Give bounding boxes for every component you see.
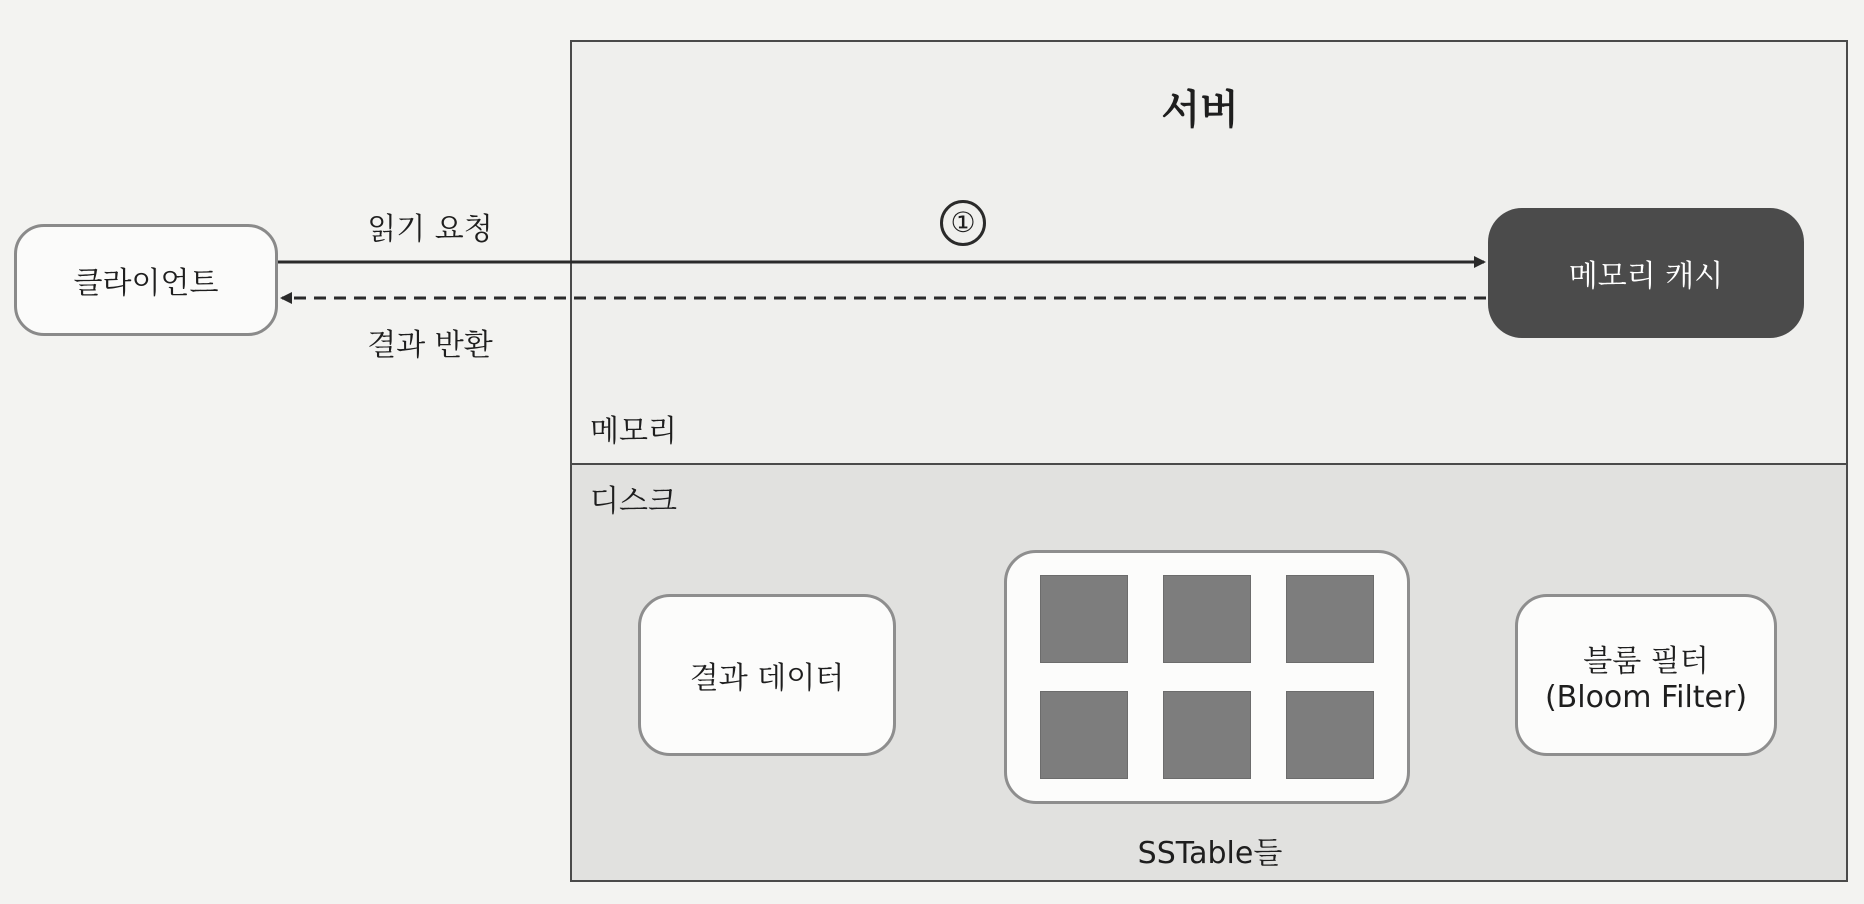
bloom-filter-label-korean: 블룸 필터 [1583,643,1709,679]
disk-region-label: 디스크 [590,484,677,519]
client-node: 클라이언트 [14,224,278,336]
sstable-block [1040,691,1128,779]
bloom-filter-label-english: (Bloom Filter) [1544,679,1748,715]
server-title: 서버 [1161,86,1239,133]
step-number-marker: ① [940,200,986,246]
sstable-block [1286,575,1374,663]
sstable-block [1040,575,1128,663]
request-label: 읽기 요청 [367,212,493,247]
response-label: 결과 반환 [367,328,493,363]
sstable-block [1163,691,1251,779]
sstable-block [1286,691,1374,779]
result-data-node: 결과 데이터 [638,594,896,756]
sstables-label: SSTable들 [1137,836,1283,871]
bloom-filter-node [1515,594,1777,756]
sstable-block [1163,575,1251,663]
memory-region-label: 메모리 [590,414,677,449]
memory-cache-node: 메모리 캐시 [1488,208,1804,338]
sstables-node [1004,550,1410,804]
